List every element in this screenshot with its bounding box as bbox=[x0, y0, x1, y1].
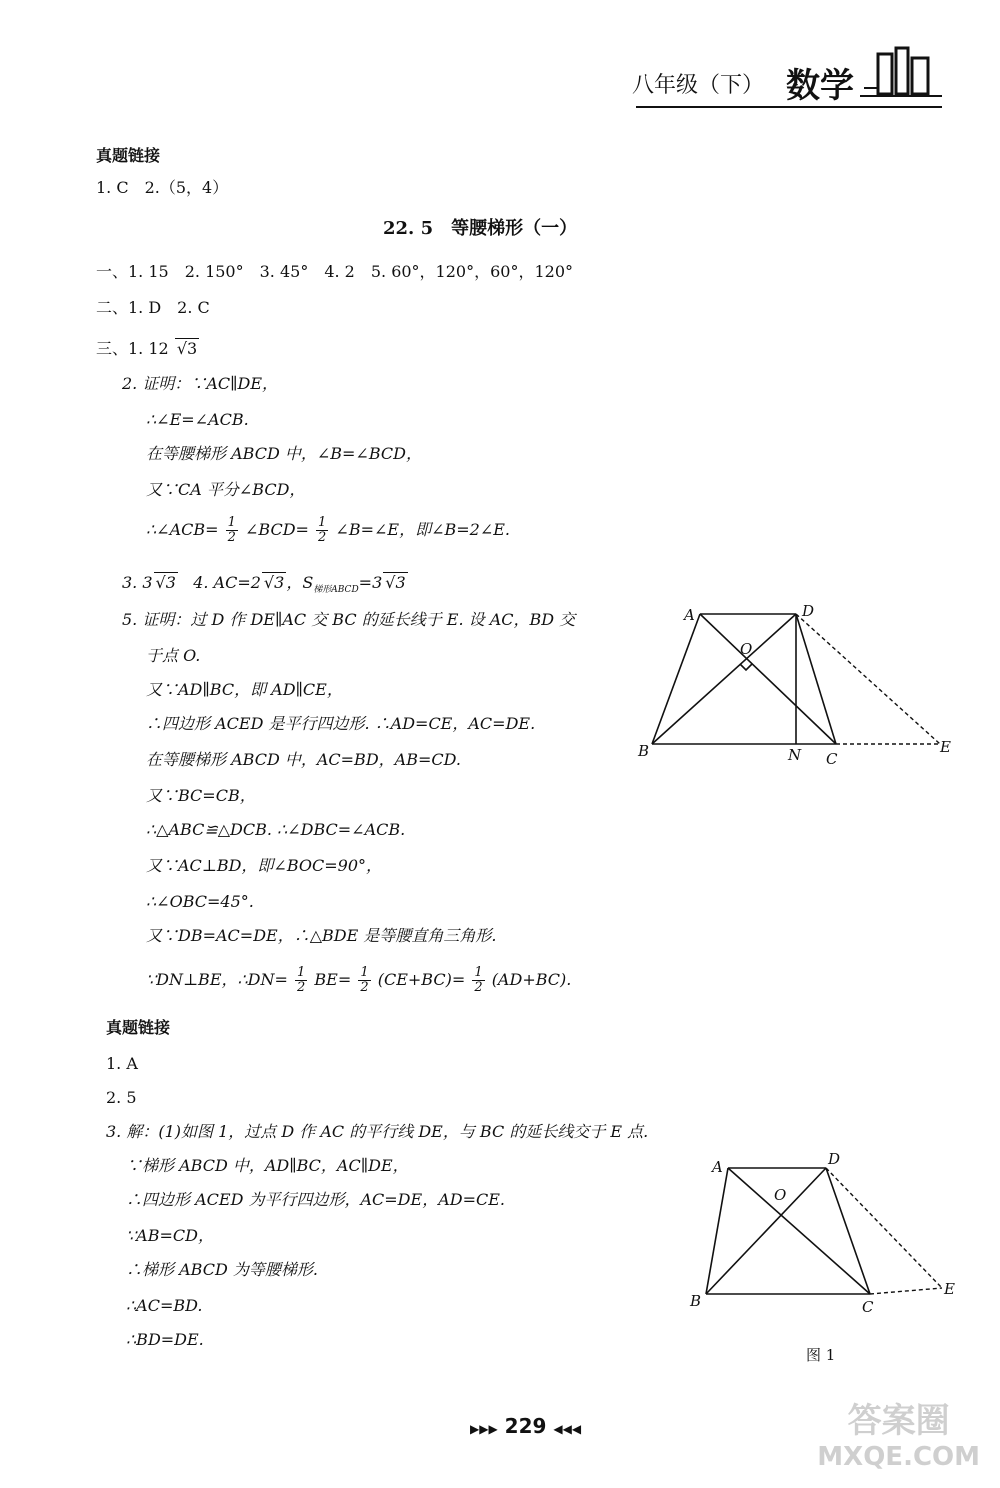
proof-line: 在等腰梯形 ABCD 中，AC=BD，AB=CD. bbox=[146, 750, 461, 769]
answer-text: 三、1. 12 bbox=[96, 339, 169, 358]
page-footer bbox=[470, 1414, 581, 1438]
proof-line: 又∵AC⊥BD，即∠BOC=90°， bbox=[146, 856, 383, 875]
label-O: O bbox=[774, 1186, 787, 1204]
solution-line: ∵梯形 ABCD 中，AD∥BC，AC∥DE， bbox=[126, 1156, 409, 1175]
proof-line: 于点 O. bbox=[146, 646, 201, 665]
label-B: B bbox=[638, 742, 650, 760]
fraction: $\frac{1}{2}$ bbox=[318, 515, 327, 545]
trapezoid-figure-with-altitude bbox=[638, 600, 980, 780]
proof-line: ∴四边形 ACED 是平行四边形. ∴AD=CE，AC=DE. bbox=[146, 714, 536, 733]
sqrt-expression: √3 bbox=[176, 339, 198, 358]
label-C: C bbox=[826, 750, 838, 768]
section-title: 22. 5 等腰梯形（一） bbox=[383, 218, 578, 239]
solution-line: ∵AB=CD， bbox=[126, 1226, 214, 1245]
answer-line: 2. 5 bbox=[106, 1088, 137, 1107]
answer-line: 1. A bbox=[106, 1054, 138, 1073]
label-C: C bbox=[862, 1298, 874, 1316]
label-N: N bbox=[788, 746, 802, 764]
fraction: $\frac{1}{2}$ bbox=[297, 965, 306, 995]
sqrt-expression: √3 bbox=[155, 573, 176, 592]
answer-line: 二、1. D 2. C bbox=[96, 298, 210, 317]
figure-caption: 图 1 bbox=[806, 1346, 836, 1364]
proof-line: ∴△ABC≌△DCB. ∴∠DBC=∠ACB. bbox=[146, 820, 406, 839]
trapezoid-figure-1 bbox=[680, 1144, 970, 1324]
proof-line: 又∵CA 平分∠BCD， bbox=[146, 480, 306, 499]
fraction: $\frac{1}{2}$ bbox=[360, 965, 369, 995]
arrow-left-icon: ◀◀◀ bbox=[553, 1422, 582, 1436]
proof-line: ∴∠ACB= $\frac{1}{2}$ ∠BCD= $\frac{1}{2}$ ∠B=∠E，即∠B=2∠E. bbox=[146, 515, 511, 545]
header-subject: 数学 bbox=[786, 66, 854, 106]
label-E: E bbox=[944, 1280, 955, 1298]
arrow-right-icon: ▶▶▶ bbox=[470, 1422, 498, 1436]
solution-line: ∴梯形 ABCD 为等腰梯形. bbox=[126, 1260, 318, 1279]
section-heading: 真题链接 bbox=[106, 1018, 171, 1037]
proof-line: 2. 证明：∵AC∥DE， bbox=[122, 374, 279, 393]
answer-line: 1. C 2.（5，4） bbox=[96, 178, 229, 197]
label-O: O bbox=[740, 640, 753, 658]
watermark: 答案圈 MXQE.COM bbox=[817, 1401, 980, 1472]
solution-line: ∴AC=BD. bbox=[126, 1296, 203, 1315]
fraction: $\frac{1}{2}$ bbox=[227, 515, 236, 545]
sqrt-expression: √3 bbox=[263, 573, 285, 592]
label-A: A bbox=[684, 606, 695, 624]
label-B: B bbox=[690, 1292, 702, 1310]
proof-line: 又∵DB=AC=DE，∴△BDE 是等腰直角三角形. bbox=[146, 926, 497, 945]
proof-line: 又∵BC=CB， bbox=[146, 786, 256, 805]
section-heading: 真题链接 bbox=[96, 146, 161, 165]
label-E: E bbox=[940, 738, 951, 756]
solution-line: 3. 解：(1)如图 1，过点 D 作 AC 的平行线 DE，与 BC 的延长线交于 E 点. bbox=[106, 1122, 649, 1141]
fraction: $\frac{1}{2}$ bbox=[474, 965, 483, 995]
proof-line: 又∵AD∥BC，即 AD∥CE， bbox=[146, 680, 343, 699]
solution-line: ∴BD=DE. bbox=[126, 1330, 204, 1349]
answer-line: 3. 3 √3 4. AC=2 √3 ，$S_{梯形ABCD}=3$ √3 bbox=[122, 573, 406, 596]
answer-line bbox=[96, 338, 199, 359]
books-icon bbox=[858, 44, 944, 104]
label-A: A bbox=[712, 1158, 723, 1176]
header-grade: 八年级（下） bbox=[632, 73, 765, 98]
label-D: D bbox=[802, 602, 815, 620]
header-rule bbox=[636, 106, 942, 108]
page-number: 229 bbox=[504, 1414, 547, 1438]
solution-line: ∴四边形 ACED 为平行四边形，AC=DE，AD=CE. bbox=[126, 1190, 505, 1209]
proof-line: ∴∠OBC=45°. bbox=[146, 892, 254, 911]
proof-line: 在等腰梯形 ABCD 中，∠B=∠BCD， bbox=[146, 444, 422, 463]
sqrt-expression: √3 bbox=[385, 573, 406, 592]
answer-line: 一、1. 15 2. 150° 3. 45° 4. 2 5. 60°，120°，60°，120° bbox=[96, 262, 573, 281]
label-D: D bbox=[828, 1150, 841, 1168]
proof-line: 5. 证明：过 D 作 DE∥AC 交 BC 的延长线于 E. 设 AC，BD 交 bbox=[122, 610, 576, 629]
proof-line: ∵DN⊥BE，∴DN= $\frac{1}{2}$ BE= $\frac{1}{2}$ (CE+BC)= $\frac{1}{2}$ (AD+BC). bbox=[146, 965, 572, 995]
proof-line: ∴∠E=∠ACB. bbox=[146, 410, 249, 429]
